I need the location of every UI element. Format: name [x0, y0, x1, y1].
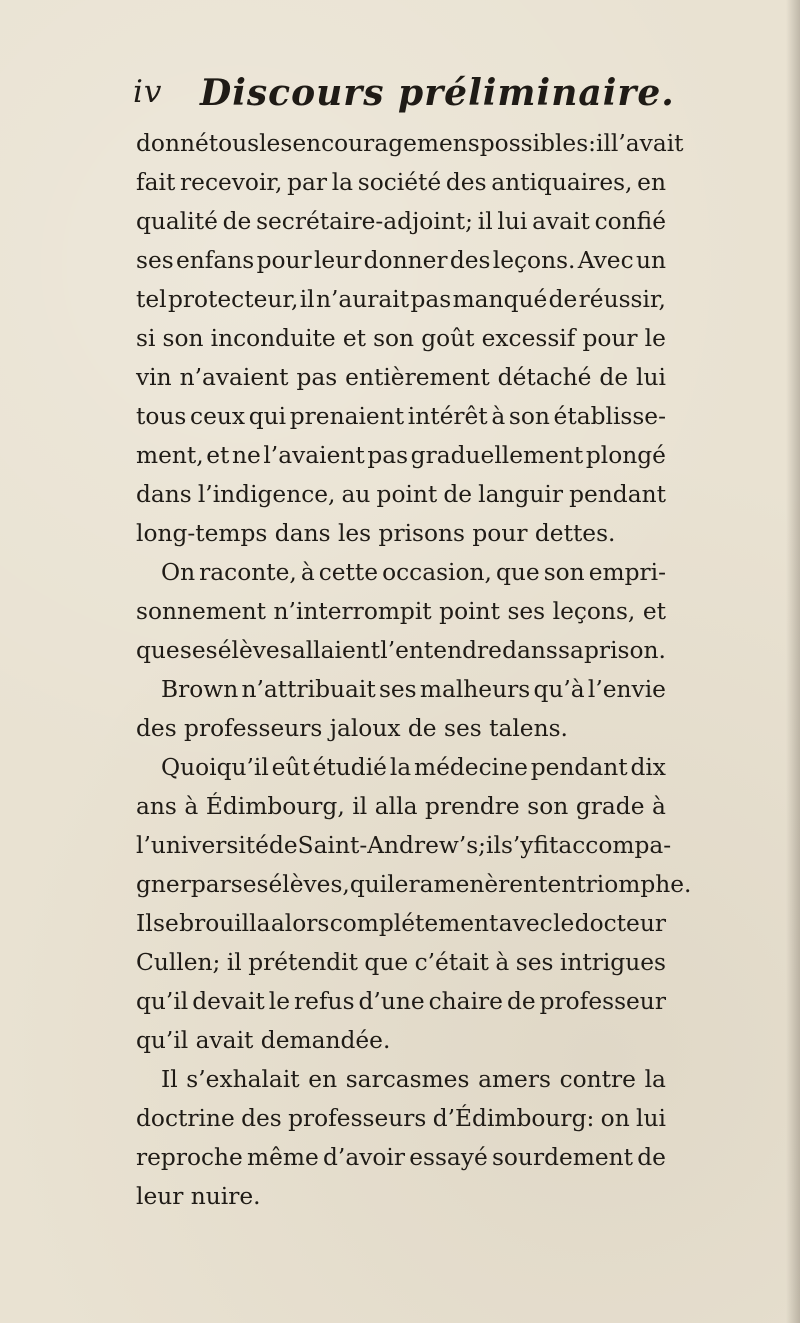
- text-line: vin n’avaient pas entièrement détaché de lui: [136, 364, 666, 391]
- text-line: gner par ses élèves, qui le ramenèrent en triomphe.: [136, 871, 692, 898]
- text-line: Brown n’attribuait ses malheurs qu’à l’envie: [161, 676, 666, 703]
- text-line: ment, et ne l’avaient pas graduellement plongé: [136, 442, 666, 469]
- body-text: [136, 124, 692, 1216]
- text-line: dans l’indigence, au point de languir pendant: [136, 481, 666, 508]
- text-line: si son inconduite et son goût excessif pour le: [136, 325, 666, 352]
- text-line: reproche même d’avoir essayé sourdement de: [136, 1144, 666, 1171]
- text-line: tel protecteur, il n’aurait pas manqué de réussir,: [136, 286, 666, 313]
- running-title: Discours préliminaire.: [200, 72, 675, 114]
- text-line: long-temps dans les prisons pour dettes.: [136, 520, 616, 547]
- page-number: iv: [133, 74, 163, 110]
- text-line: On raconte, à cette occasion, que son empri-: [161, 559, 666, 586]
- text-line: Il se brouilla alors complétement avec le docteur: [136, 910, 666, 937]
- text-line: qu’il avait demandée.: [136, 1027, 391, 1054]
- text-line: tous ceux qui prenaient intérêt à son établisse-: [136, 403, 666, 430]
- text-line: ans à Édimbourg, il alla prendre son grade à: [136, 793, 666, 820]
- text-line: qualité de secrétaire-adjoint; il lui avait confié: [136, 208, 666, 235]
- text-line: fait recevoir, par la société des antiquaires, en: [136, 169, 666, 196]
- page-header: [0, 72, 800, 122]
- text-line: leur nuire.: [136, 1183, 261, 1210]
- text-line: que ses élèves allaient l’entendre dans sa prison.: [136, 637, 666, 664]
- text-line: sonnement n’interrompit point ses leçons, et: [136, 598, 666, 625]
- text-line: Cullen; il prétendit que c’était à ses intrigues: [136, 949, 666, 976]
- text-line: doctrine des professeurs d’Édimbourg: on lui: [136, 1105, 666, 1132]
- text-line: l’université de Saint-Andrew’s; il s’y fit accompa-: [136, 832, 672, 859]
- text-line: Il s’exhalait en sarcasmes amers contre la: [161, 1066, 666, 1093]
- text-line: ses enfans pour leur donner des leçons. Avec un: [136, 247, 666, 274]
- text-line: Quoiqu’il eût étudié la médecine pendant dix: [161, 754, 666, 781]
- page-edge-shadow: [786, 0, 800, 1323]
- text-line: des professeurs jaloux de ses talens.: [136, 715, 568, 742]
- text-line: qu’il devait le refus d’une chaire de professeur: [136, 988, 666, 1015]
- text-line: donné tous les encouragemens possibles: il l’avait: [136, 130, 684, 157]
